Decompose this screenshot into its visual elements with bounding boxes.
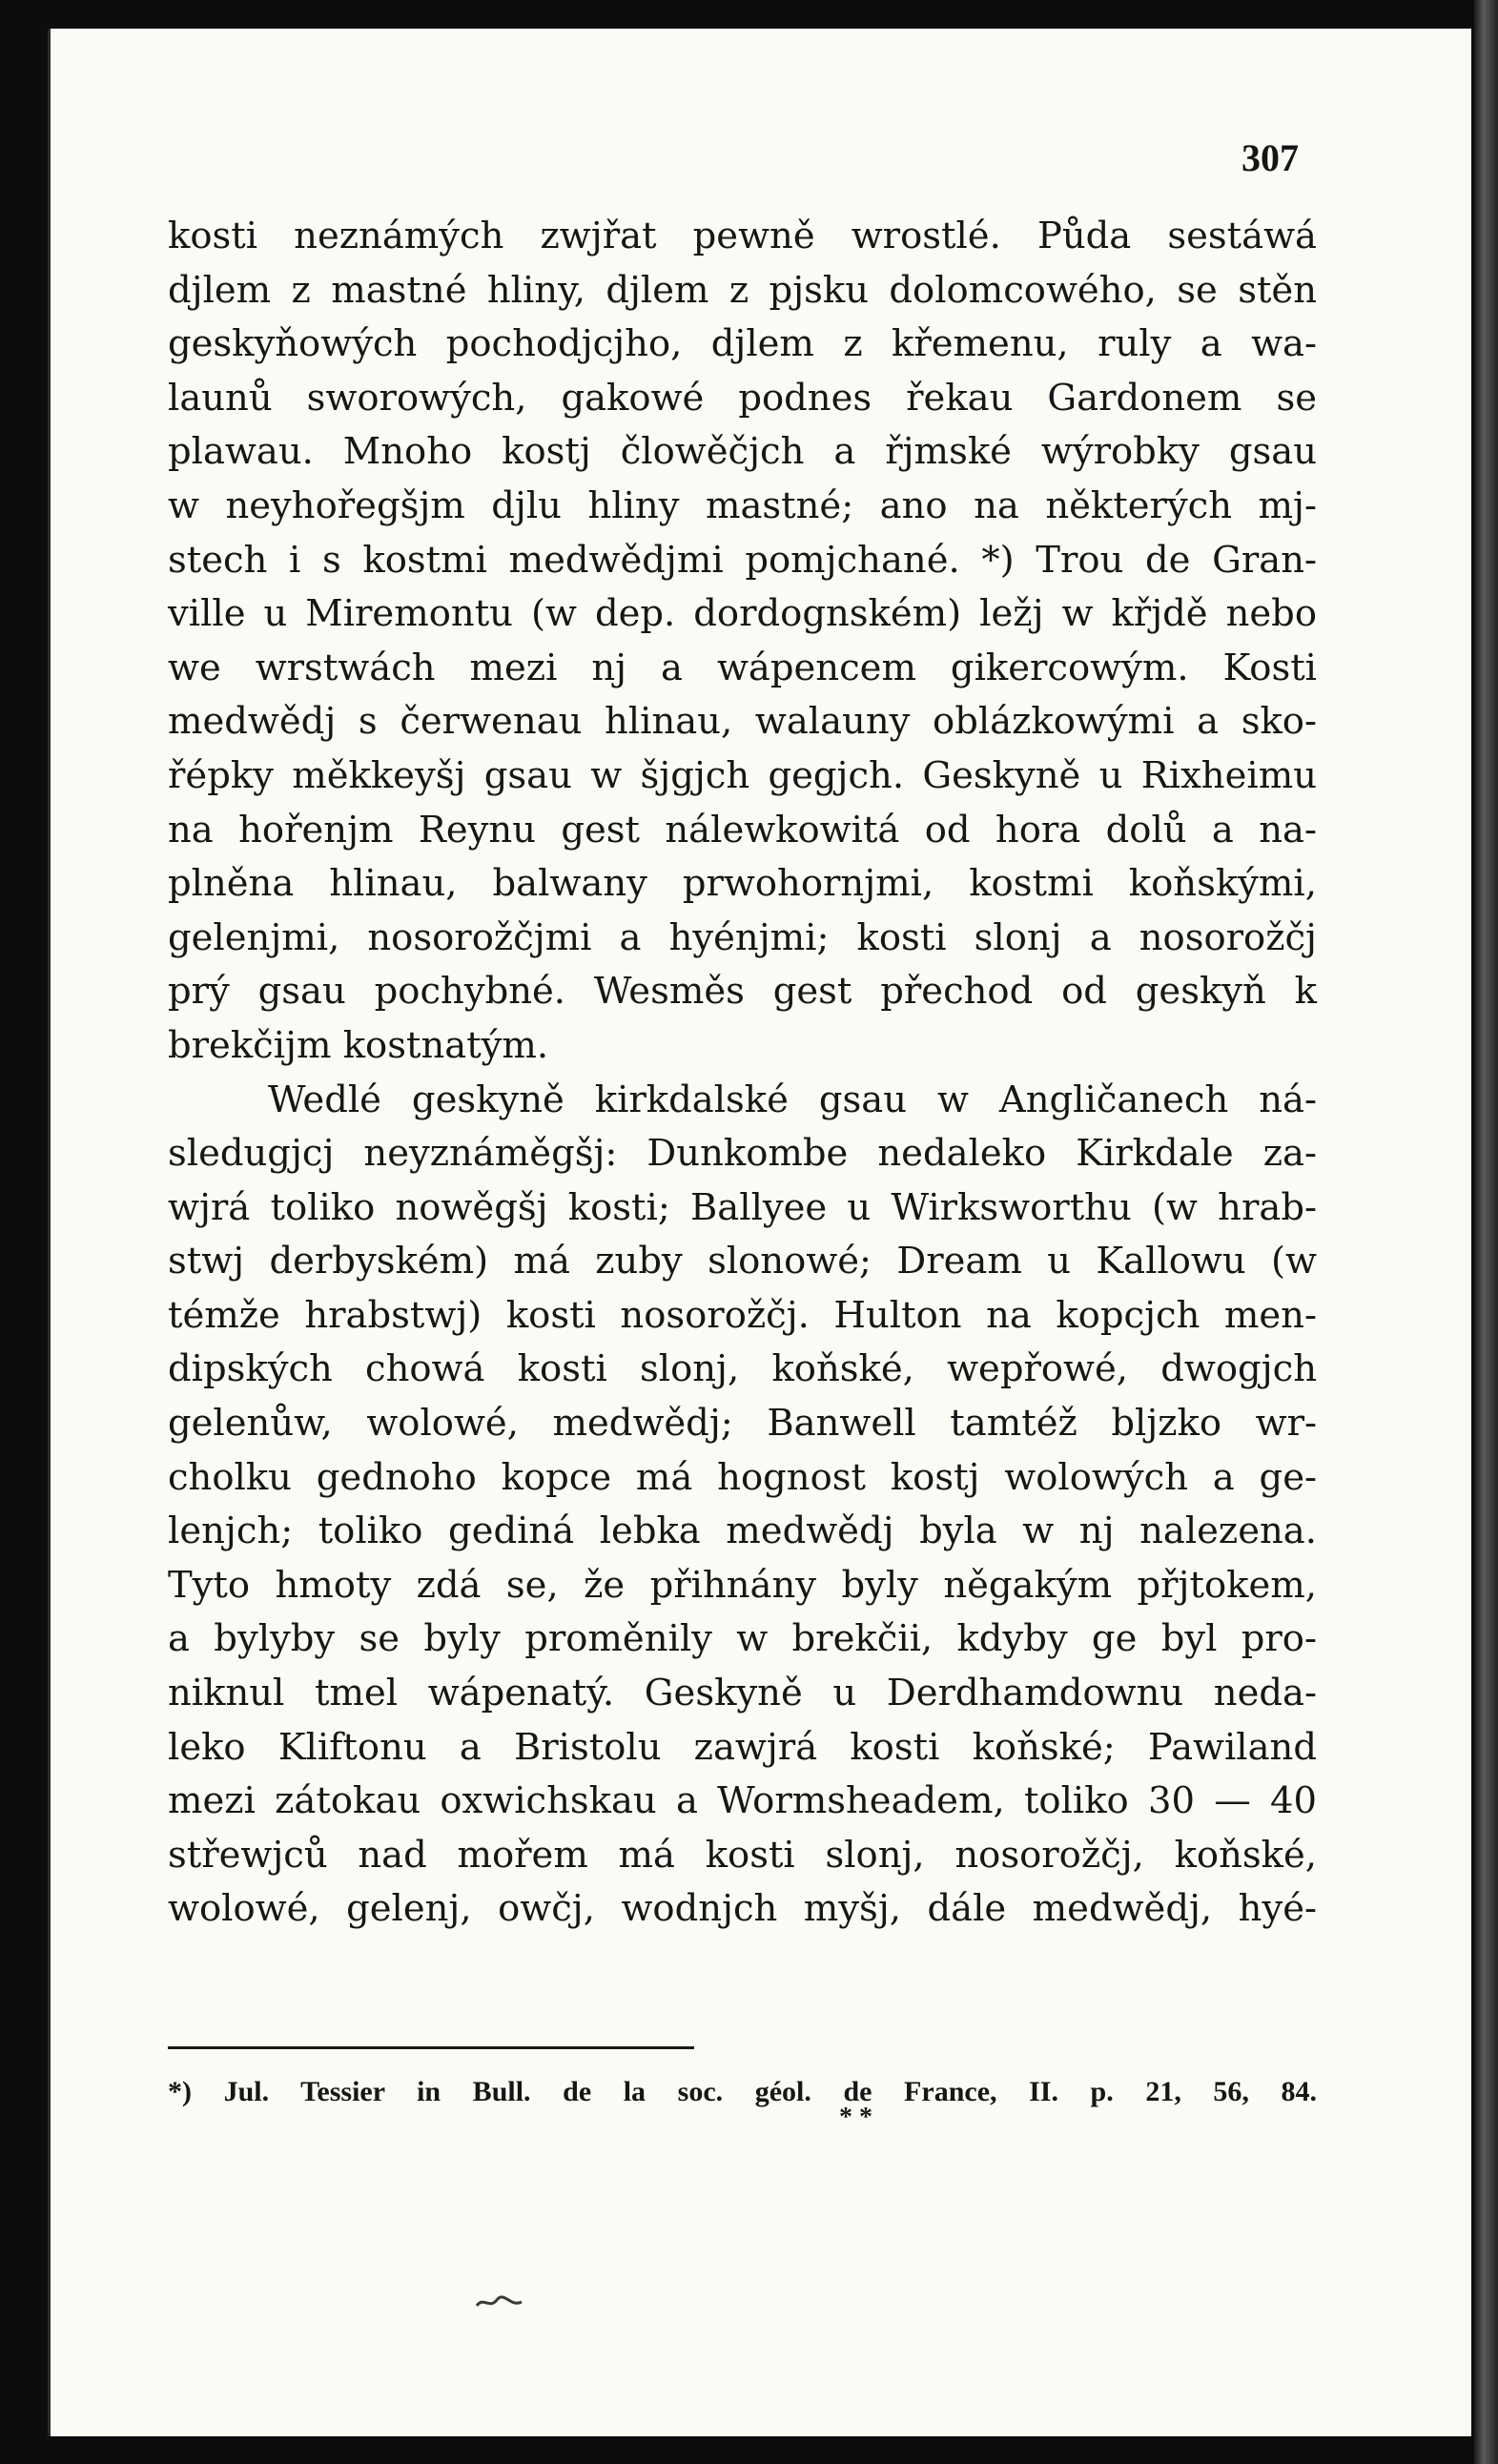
footnote-divider	[168, 2046, 694, 2049]
text-line: lenjch; toliko gediná lebka medwědj byla w nj nalezena.	[168, 1509, 1317, 1553]
ink-scribble-mark	[472, 2289, 529, 2317]
text-line: sledugjcj neyznáměgšj: Dunkombe nedaleko Kirkdale za-	[168, 1132, 1317, 1176]
text-line: prý gsau pochybné. Wesměs gest přechod od geskyň k	[168, 970, 1317, 1014]
text-line: kosti neznámých zwjřat pewně wrostlé. Půda sestáwá	[168, 215, 1317, 257]
text-line: cholku gednoho kopce má hognost kostj wolowých a ge-	[168, 1455, 1317, 1499]
text-line: wjrá toliko nowěgšj kosti; Ballyee u Wirksworthu (w hrab-	[168, 1185, 1317, 1229]
text-line: leko Kliftonu a Bristolu zawjrá kosti koňské; Pawiland	[168, 1725, 1317, 1769]
text-line: geskyňowých pochodjcjho, djlem z křemenu, ruly a wa-	[168, 322, 1317, 366]
text-line: medwědj s čerwenau hlinau, walauny oblázkowými a sko-	[168, 700, 1317, 744]
text-line: dipských chowá kosti slonj, koňské, wepřowé, dwogjch	[168, 1347, 1317, 1391]
signature-mark: * *	[839, 2103, 872, 2132]
text-line: brekčijm kostnatým.	[168, 1023, 549, 1067]
text-line: Tyto hmoty zdá se, že přihnány byly něgakým přjtokem,	[168, 1563, 1317, 1607]
page-number: 307	[1241, 136, 1299, 179]
footnote: *) Jul. Tessier in Bull. de la soc. géol. de France, II. p. 21, 56, 84.	[168, 2076, 1317, 2107]
text-line: střewjců nad mořem má kosti slonj, nosorožčj, koňské,	[168, 1833, 1317, 1877]
book-edge	[1474, 0, 1498, 2464]
text-line: plawau. Mnoho kostj člowěčjch a řjmské wýrobky gsau	[168, 430, 1317, 474]
text-line: stech i s kostmi medwědjmi pomjchané. *) Trou de Gran-	[168, 538, 1317, 582]
text-line: gelenjmi, nosorožčjmi a hyénjmi; kosti slonj a nosorožčj	[168, 915, 1317, 959]
text-line: launů sworowých, gakowé podnes řekau Gardonem se	[168, 376, 1317, 420]
text-line: mezi zátokau oxwichskau a Wormsheadem, toliko 30 — 40	[168, 1779, 1317, 1823]
body-text	[168, 210, 1317, 1937]
text-line: řépky měkkeyšj gsau w šjgjch gegjch. Geskyně u Rixheimu	[168, 753, 1317, 797]
text-line: ville u Miremontu (w dep. dordognském) ležj w křjdě nebo	[168, 592, 1317, 636]
text-line: we wrstwách mezi nj a wápencem gikercowým. Kosti	[168, 646, 1317, 689]
text-line: témže hrabstwj) kosti nosorožčj. Hulton na kopcjch men-	[168, 1293, 1317, 1337]
text-line: stwj derbyském) má zuby slonowé; Dream u Kallowu (w	[168, 1240, 1317, 1283]
text-line: djlem z mastné hliny, djlem z pjsku dolomcowého, se stěn	[168, 268, 1317, 312]
text-line: a bylyby se byly proměnily w brekčii, kdyby ge byl pro-	[168, 1617, 1317, 1661]
text-line: Wedlé geskyně kirkdalské gsau w Angličanech ná-	[268, 1078, 1317, 1121]
text-line: plněna hlinau, balwany prwohornjmi, kostmi koňskými,	[168, 862, 1317, 906]
text-line: niknul tmel wápenatý. Geskyně u Derdhamdownu neda-	[168, 1672, 1317, 1715]
text-line: w neyhořegšjm djlu hliny mastné; ano na některých mj-	[168, 483, 1317, 527]
text-line: na hořenjm Reynu gest nálewkowitá od hora dolů a na-	[168, 808, 1317, 852]
text-line: wolowé, gelenj, owčj, wodnjch myšj, dále medwědj, hyé-	[168, 1887, 1317, 1931]
text-line: gelenůw, wolowé, medwědj; Banwell tamtéž bljzko wr-	[168, 1402, 1317, 1446]
